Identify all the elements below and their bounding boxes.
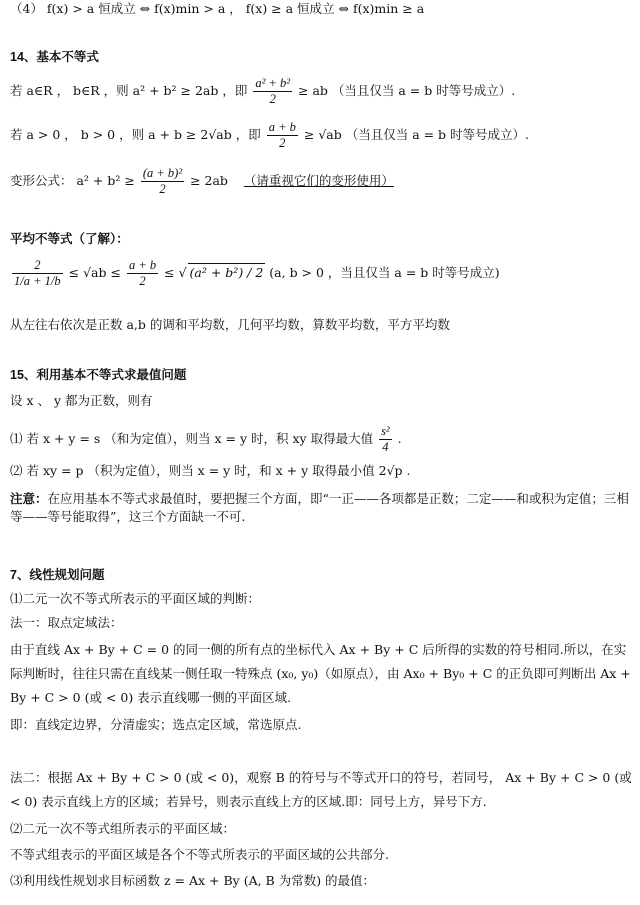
system-region-text: 不等式组表示的平面区域是各个不等式所表示的平面区域的公共部分. xyxy=(10,847,389,862)
attention-note xyxy=(10,490,632,526)
row-1-lead: 若 a∈R ， b∈R ，则 a² + b² ≥ 2ab ，即 xyxy=(10,83,248,98)
system-region-heading: ⑵二元一次不等式组所表示的平面区域： xyxy=(10,821,236,836)
chain-part-1: ≤ √ab ≤ xyxy=(68,265,121,280)
max-min-condition-line: （4） f(x) > a 恒成立 ⇔ f(x)min > a ， f(x) ≥ a 恒成立 ⇔ f(x)min ≥ a xyxy=(10,1,425,16)
fraction-numerator: a + b xyxy=(268,120,296,134)
fraction-numerator: 2 xyxy=(12,258,63,274)
fraction-denominator: 2 xyxy=(139,274,146,288)
radical-sign-icon: √ xyxy=(178,265,187,280)
fraction-square-sum-over-2 xyxy=(141,166,184,197)
section-15-title: 15、利用基本不等式求最值问题 xyxy=(10,368,187,382)
section-7-title: 7、线性规划问题 xyxy=(10,568,105,582)
fraction-denominator: 2 xyxy=(159,182,166,196)
variant-tail: ≥ 2ab xyxy=(190,173,228,188)
variant-note: （请重视它们的变形使用） xyxy=(243,173,394,188)
product-fixed-rule: ⑵ 若 xy = p （积为定值），则当 x = y 时，和 x + y 取得最小值 2√p . xyxy=(10,463,411,478)
basic-inequality-row-1 xyxy=(10,76,632,107)
section-15-intro: 设 x 、 y 都为正数，则有 xyxy=(10,393,153,408)
harmonic-mean-fraction xyxy=(12,258,63,289)
row-1-tail: ≥ ab （当且仅当 a = b 时等号成立）. xyxy=(298,83,516,98)
arithmetic-mean-fraction xyxy=(127,258,158,289)
fraction-sum-over-2 xyxy=(267,120,298,151)
fraction-denominator: 2 xyxy=(279,136,286,150)
region-judgement-heading: ⑴二元一次不等式所表示的平面区域的判断： xyxy=(10,591,261,606)
method-one-summary: 即：直线定边界，分清虚实；选点定区域，常选原点. xyxy=(10,717,302,732)
variant-formula-row xyxy=(10,166,632,197)
variant-lead: 变形公式： a² + b² ≥ xyxy=(10,173,135,188)
objective-function-heading: ⑶利用线性规划求目标函数 z = Ax + By (A, B 为常数) 的最值： xyxy=(10,873,376,888)
fraction-denominator: 2 xyxy=(269,92,276,106)
fraction-numerator: a² + b² xyxy=(255,76,291,90)
average-inequality-title: 平均不等式（了解）： xyxy=(10,232,129,246)
row-2-tail: ≥ √ab （当且仅当 a = b 时等号成立）. xyxy=(303,127,530,142)
sum-fixed-lead: ⑴ 若 x + y = s （和为定值），则当 x = y 时，积 xy 取得最大值 xyxy=(10,431,374,446)
chain-condition: (a, b > 0 ，当且仅当 a = b 时等号成立) xyxy=(269,265,500,280)
note-label: 注意： xyxy=(10,492,48,506)
section-14-title: 14、基本不等式 xyxy=(10,50,99,64)
fraction-numerator: s² xyxy=(381,424,390,438)
average-inequality-chain xyxy=(10,258,632,289)
quadratic-mean-radicand: (a² + b²) / 2 xyxy=(189,265,264,280)
max-value-fraction xyxy=(379,424,392,455)
method-two-paragraph: 法二：根据 Ax + By + C > 0 (或 < 0)，观察 B 的符号与不等式开口的符号，若同号， Ax + By + C > 0 (或 < 0) 表示直线上方的区域；若异号，则表示直线上方的区域.即：同号上方，异号下方. xyxy=(10,770,632,809)
chain-part-2: ≤ xyxy=(164,265,175,280)
row-2-lead: 若 a > 0 ， b > 0 ，则 a + b ≥ 2√ab ，即 xyxy=(10,127,261,142)
fraction-numerator: a + b xyxy=(128,258,157,272)
fraction-denominator: 1/a + 1/b xyxy=(14,274,61,288)
sum-fixed-tail: . xyxy=(397,431,402,446)
note-text: 在应用基本不等式求最值时，要把握三个方面，即“一正——各项都是正数；二定——和或积为定值；三相等——等号能取得”，这三个方面缺一不可. xyxy=(10,491,629,524)
basic-inequality-row-2 xyxy=(10,120,632,151)
fraction-denominator: 4 xyxy=(382,440,389,454)
sum-fixed-rule xyxy=(10,424,632,455)
method-one-paragraph: 由于直线 Ax + By + C = 0 的同一侧的所有点的坐标代入 Ax + By + C 后所得的实数的符号相同.所以，在实际判断时，往往只需在直线某一侧任取一特殊点 (x₀, y₀)（如原点），由 Ax₀ + By₀ + C 的正负即可判断出 Ax + By + C > 0 (或 < 0) 表示直线哪一侧的平面区域. xyxy=(10,642,631,705)
average-description: 从左往右依次是正数 a,b 的调和平均数，几何平均数，算数平均数，平方平均数 xyxy=(10,317,450,332)
method-one-label: 法一：取点定域法： xyxy=(10,615,123,630)
fraction-numerator: (a + b)² xyxy=(142,166,183,180)
fraction-squares-over-2 xyxy=(253,76,292,107)
